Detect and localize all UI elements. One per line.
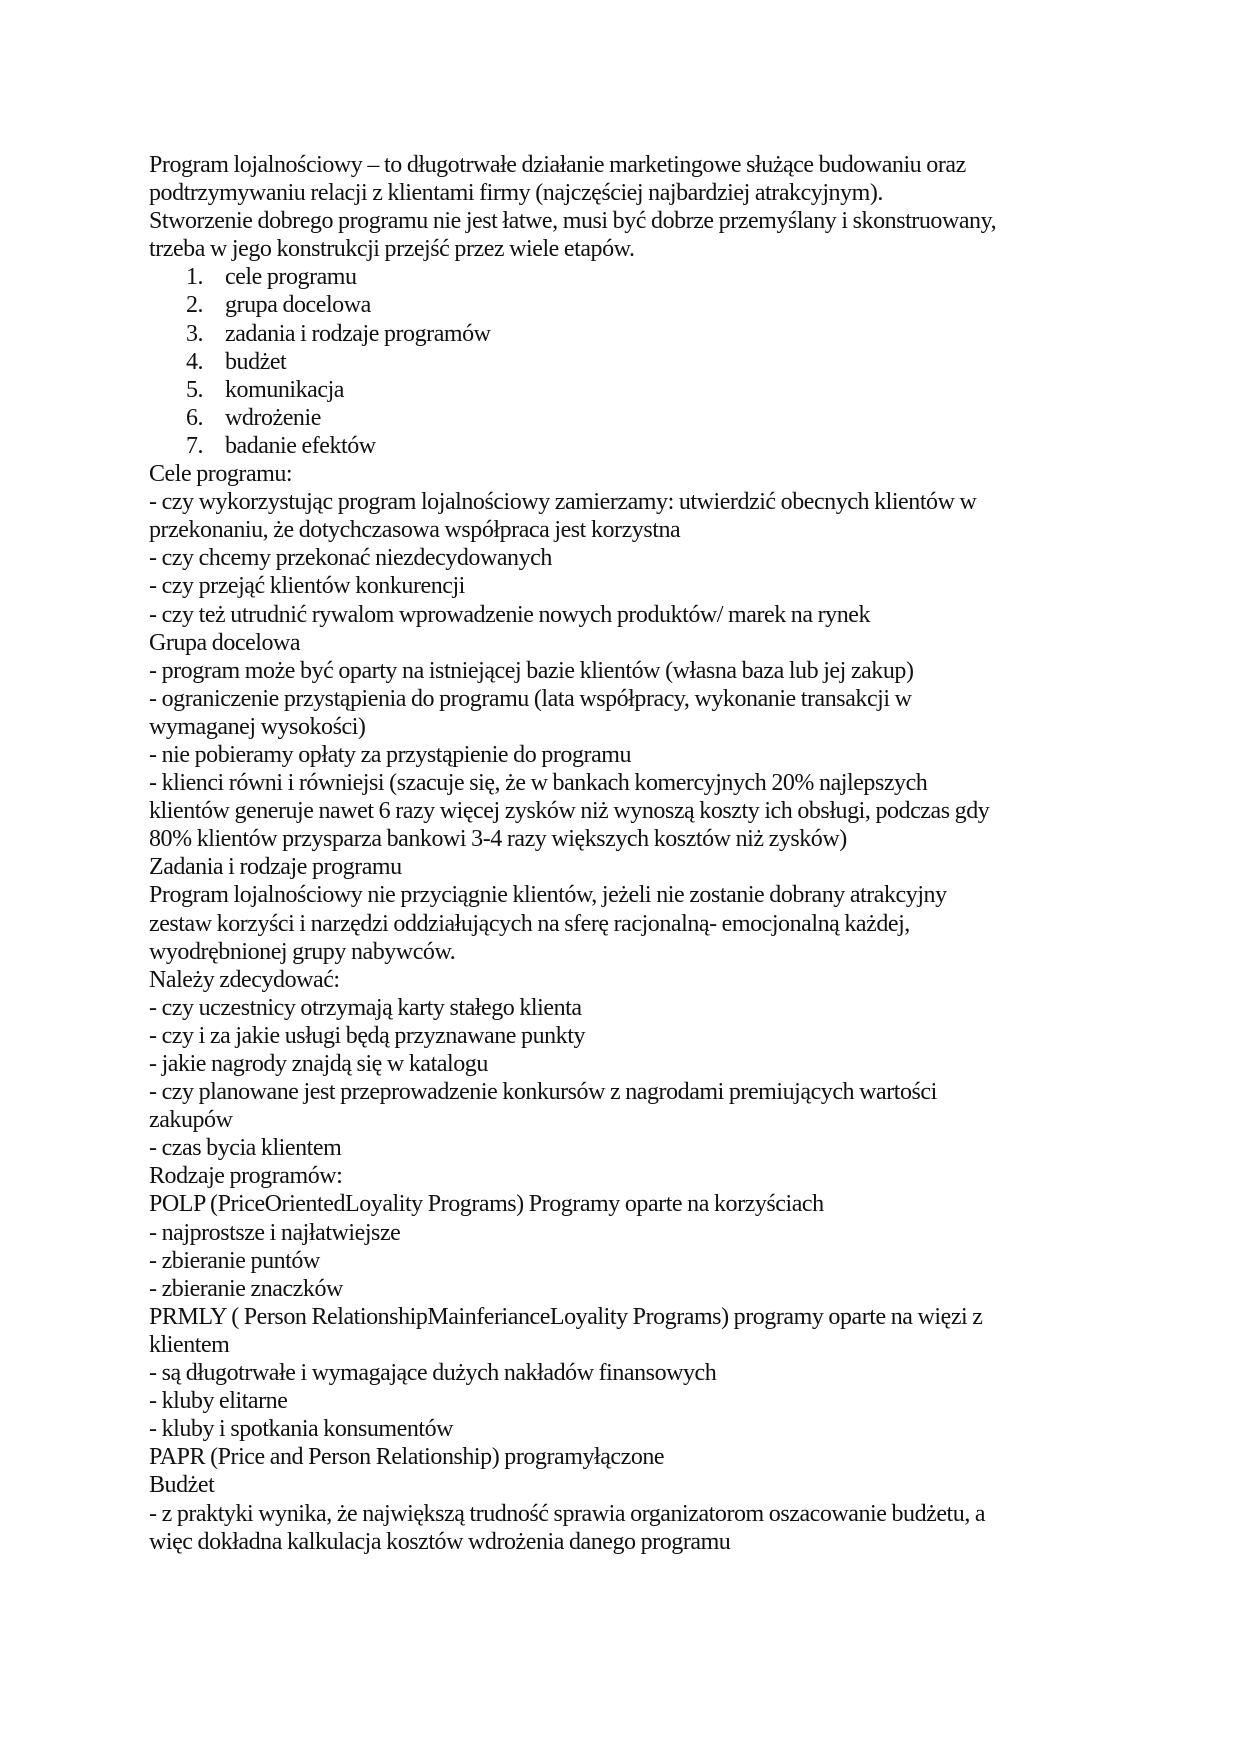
text-line: - czy przejąć klientów konkurencji bbox=[149, 573, 465, 600]
list-number: 6. bbox=[186, 404, 204, 431]
text-line: PAPR (Price and Person Relationship) programyłączone bbox=[149, 1444, 665, 1471]
text-line: - ograniczenie przystąpienia do programu (lata współpracy, wykonanie transakcji w bbox=[149, 685, 912, 712]
text-line: - z praktyki wynika, że największą trudność sprawia organizatorom oszacowanie budżetu, a bbox=[149, 1500, 986, 1527]
steps-list bbox=[149, 263, 1149, 460]
list-text: komunikacja bbox=[225, 376, 345, 403]
text-line: Stworzenie dobrego programu nie jest łatwe, musi być dobrze przemyślany i skonstruowany, bbox=[149, 208, 997, 235]
text-line: - kluby elitarne bbox=[149, 1388, 288, 1415]
list-text: grupa docelowa bbox=[225, 292, 371, 319]
text-line: wyodrębnionej grupy nabywców. bbox=[149, 938, 456, 965]
text-line: trzeba w jego konstrukcji przejść przez wiele etapów. bbox=[149, 236, 635, 263]
list-number: 3. bbox=[186, 320, 204, 347]
text-line: - czy wykorzystując program lojalnościowy zamierzamy: utwierdzić obecnych klientów w bbox=[149, 489, 977, 516]
text-line: - czy planowane jest przeprowadzenie konkursów z nagrodami premiujących wartości bbox=[149, 1079, 937, 1106]
text-line: więc dokładna kalkulacja kosztów wdrożenia danego programu bbox=[149, 1528, 731, 1555]
text-line: klientów generuje nawet 6 razy więcej zysków niż wynoszą koszty ich obsługi, podczas gdy bbox=[149, 798, 990, 825]
intro-paragraph bbox=[149, 151, 1149, 263]
text-line: - czy też utrudnić rywalom wprowadzenie nowych produktów/ marek na rynek bbox=[149, 601, 871, 628]
text-line: podtrzymywaniu relacji z klientami firmy (najczęściej najbardziej atrakcyjnym). bbox=[149, 180, 883, 207]
text-line: - zbieranie puntów bbox=[149, 1247, 320, 1274]
text-line: - najprostsze i najłatwiejsze bbox=[149, 1219, 401, 1246]
list-number: 2. bbox=[186, 292, 204, 319]
list-item bbox=[149, 263, 1149, 291]
list-item bbox=[149, 376, 1149, 404]
text-line: - czy chcemy przekonać niezdecydowanych bbox=[149, 545, 552, 572]
text-line: - czy i za jakie usługi będą przyznawane punkty bbox=[149, 1022, 585, 1049]
text-line: POLP (PriceOrientedLoyality Programs) Programy oparte na korzyściach bbox=[149, 1191, 824, 1218]
text-line: Grupa docelowa bbox=[149, 629, 301, 656]
text-line: - klienci równi i równiejsi (szacuje się, że w bankach komercyjnych 20% najlepszych bbox=[149, 770, 928, 797]
text-line: Zadania i rodzaje programu bbox=[149, 854, 402, 881]
list-item bbox=[149, 320, 1149, 348]
text-line: wymaganej wysokości) bbox=[149, 713, 366, 740]
list-number: 4. bbox=[186, 348, 204, 375]
list-text: wdrożenie bbox=[225, 404, 321, 431]
text-line: Należy zdecydować: bbox=[149, 966, 340, 993]
list-text: badanie efektów bbox=[225, 432, 376, 459]
text-line: przekonaniu, że dotychczasowa współpraca jest korzystna bbox=[149, 517, 681, 544]
text-line: zestaw korzyści i narzędzi oddziałujących na sferę racjonalną- emocjonalną każdej, bbox=[149, 910, 910, 937]
text-line: - kluby i spotkania konsumentów bbox=[149, 1416, 454, 1443]
list-number: 7. bbox=[186, 432, 204, 459]
list-item bbox=[149, 348, 1149, 376]
list-item bbox=[149, 404, 1149, 432]
text-line: - czas bycia klientem bbox=[149, 1135, 342, 1162]
text-line: - program może być oparty na istniejącej bazie klientów (własna baza lub jej zakup) bbox=[149, 657, 914, 684]
list-item bbox=[149, 432, 1149, 460]
text-line: - nie pobieramy opłaty za przystąpienie do programu bbox=[149, 741, 632, 768]
text-line: Program lojalnościowy – to długotrwałe działanie marketingowe służące budowaniu oraz bbox=[149, 152, 966, 178]
list-text: cele programu bbox=[225, 264, 357, 291]
list-item bbox=[149, 291, 1149, 319]
text-line: - zbieranie znaczków bbox=[149, 1275, 343, 1302]
text-line: - czy uczestnicy otrzymają karty stałego klienta bbox=[149, 994, 582, 1021]
text-line: 80% klientów przysparza bankowi 3-4 razy większych kosztów niż zysków) bbox=[149, 826, 847, 853]
document-page bbox=[149, 151, 1149, 1556]
list-number: 1. bbox=[186, 264, 204, 291]
list-text: budżet bbox=[225, 348, 287, 375]
text-line: zakupów bbox=[149, 1107, 233, 1134]
text-line: Program lojalnościowy nie przyciągnie klientów, jeżeli nie zostanie dobrany atrakcyjny bbox=[149, 882, 947, 909]
list-text: zadania i rodzaje programów bbox=[225, 320, 491, 347]
text-line: Rodzaje programów: bbox=[149, 1163, 343, 1190]
text-line: Cele programu: bbox=[149, 461, 293, 488]
text-line: PRMLY ( Person RelationshipMainferianceLoyality Programs) programy oparte na więzi z bbox=[149, 1303, 983, 1330]
text-line: Budżet bbox=[149, 1472, 215, 1499]
text-line: - są długotrwałe i wymagające dużych nakładów finansowych bbox=[149, 1360, 717, 1387]
text-line: - jakie nagrody znajdą się w katalogu bbox=[149, 1051, 488, 1077]
document-body bbox=[149, 460, 1149, 1556]
text-line: klientem bbox=[149, 1331, 230, 1358]
list-number: 5. bbox=[186, 376, 204, 403]
